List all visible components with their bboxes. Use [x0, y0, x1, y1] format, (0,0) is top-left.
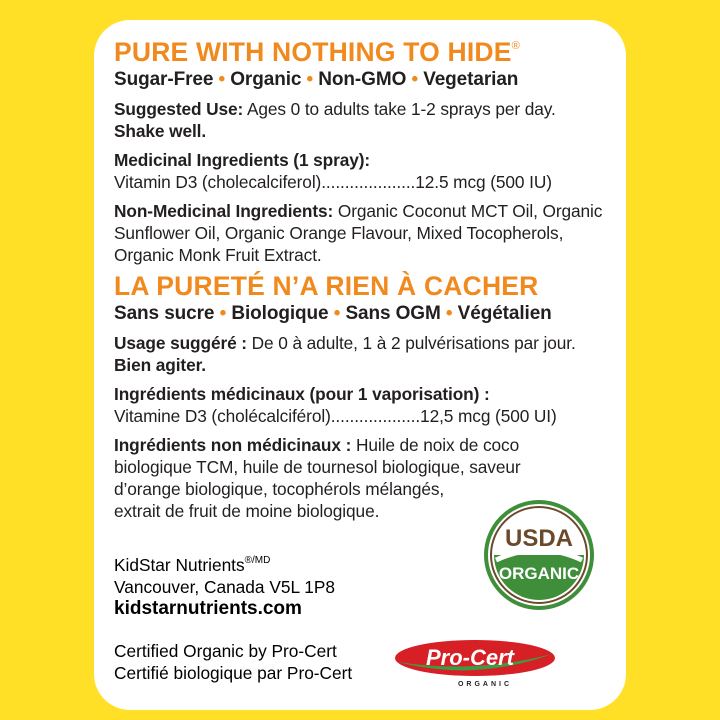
- company-website[interactable]: kidstarnutrients.com: [114, 598, 302, 619]
- bullet-dot: •: [411, 69, 418, 90]
- usage-label: Usage suggéré :: [114, 333, 247, 353]
- label-panel: [94, 20, 626, 710]
- bullet-dot: •: [333, 303, 341, 324]
- usda-organic-seal-icon: [484, 500, 594, 610]
- nonmedicinal-label: Non-Medicinal Ingredients:: [114, 201, 334, 221]
- bullet-dot: •: [219, 303, 227, 324]
- suggested-use-label: Suggested Use:: [114, 99, 244, 119]
- english-tags: [114, 68, 614, 92]
- company-mark: ®/MD: [244, 555, 271, 566]
- usage-text: De 0 à adulte, 1 à 2 pulvérisations par jour.: [246, 333, 576, 353]
- pro-cert-logo-text: Pro-Cert: [425, 645, 515, 670]
- english-headline: [114, 30, 614, 68]
- usage-suggere: [114, 332, 614, 376]
- suggested-use-text: Ages 0 to adults take 1-2 sprays per day.: [243, 99, 556, 119]
- french-headline: [114, 270, 614, 302]
- medicinal-line: Vitamin D3 (cholecalciferol)....................12.5 mcg (500 IU): [114, 172, 552, 192]
- english-headline-text: PURE WITH NOTHING TO HIDE: [114, 37, 512, 67]
- suggested-use: [114, 98, 614, 142]
- pro-cert-logo-icon: [390, 632, 560, 688]
- non-medicinaux-text-3: d’orange biologique, tocophérols mélangés,: [114, 479, 445, 499]
- company-address: Vancouver, Canada V5L 1P8: [114, 577, 335, 597]
- tag-vegetarian: Vegetarian: [423, 69, 519, 90]
- medicinal-label: Medicinal Ingredients (1 spray):: [114, 150, 371, 170]
- nonmedicinal-text: Organic Coconut MCT Oil, Organic Sunflower Oil, Organic Orange Flavour, Mixed Tocopherols, Organic Monk Fruit Extract.: [114, 201, 603, 265]
- pro-cert-logo-subtext: ORGANIC: [457, 681, 513, 688]
- nonmedicinal-ingredients: [114, 200, 614, 266]
- shake-instruction: Shake well.: [114, 121, 207, 141]
- bullet-dot: •: [306, 69, 314, 90]
- usda-seal-top-text: USDA: [504, 525, 574, 552]
- non-medicinaux-text-1: Huile de noix de coco: [351, 435, 520, 455]
- non-medicinaux-text-4: extrait de fruit de moine biologique.: [114, 501, 380, 521]
- company-name: KidStar Nutrients: [114, 555, 245, 575]
- tag-sans-sucre: Sans sucre: [114, 303, 215, 324]
- bullet-dot: •: [218, 69, 226, 90]
- french-tags: [114, 302, 614, 326]
- tag-organic: Organic: [230, 69, 302, 90]
- certification-english: Certified Organic by Pro-Cert: [114, 641, 337, 661]
- label-content: [114, 30, 614, 529]
- tag-biologique: Biologique: [231, 303, 329, 324]
- medicinal-ingredients: [114, 149, 614, 193]
- non-medicinaux-label: Ingrédients non médicinaux :: [114, 435, 352, 455]
- french-headline-text: LA PURETÉ N’A RIEN À CACHER: [114, 271, 539, 301]
- agiter-instruction: Bien agiter.: [114, 355, 206, 375]
- tag-sugar-free: Sugar-Free: [114, 69, 214, 90]
- registered-mark: ®: [511, 40, 520, 52]
- ingredients-medicinaux: [114, 383, 614, 427]
- tag-sans-ogm: Sans OGM: [345, 303, 441, 324]
- company-block: [114, 550, 335, 620]
- certification-block: [114, 640, 352, 684]
- bullet-dot: •: [445, 303, 453, 324]
- medicinaux-label: Ingrédients médicinaux (pour 1 vaporisation) :: [114, 384, 490, 404]
- tag-non-gmo: Non-GMO: [318, 69, 407, 90]
- medicinaux-line: Vitamine D3 (cholécalciférol)...................12,5 mcg (500 UI): [114, 406, 557, 426]
- tag-vegetalien: Végétalien: [457, 303, 552, 324]
- usda-seal-bottom-text: ORGANIC: [498, 564, 580, 583]
- certification-french: Certifié biologique par Pro-Cert: [114, 663, 353, 683]
- non-medicinaux-text-2: biologique TCM, huile de tournesol biologique, saveur: [114, 457, 521, 477]
